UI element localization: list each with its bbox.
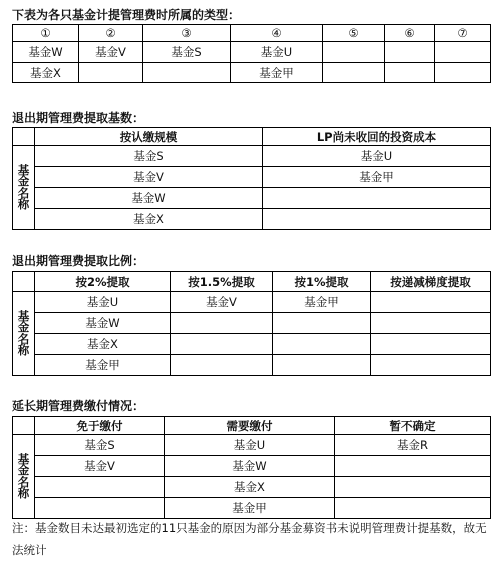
table-cell <box>171 355 273 376</box>
table-cell <box>371 334 491 355</box>
table-cell <box>143 63 231 83</box>
header-row <box>13 272 491 292</box>
exit-fee-base-table <box>12 127 491 230</box>
side-label-char: 称 <box>17 486 30 500</box>
header-cell: LP尚未收回的投资成本 <box>263 128 491 146</box>
section3-title: 退出期管理费提取比例： <box>12 254 145 268</box>
header-cell: 按1.5%提取 <box>171 272 273 292</box>
table-cell: 基金U <box>35 292 171 313</box>
table-cell: 基金U <box>165 435 335 456</box>
section1-title: 下表为各只基金计提管理费时所属的类型： <box>12 8 241 22</box>
header-cell: ④ <box>231 25 323 42</box>
table-cell <box>171 334 273 355</box>
side-label-char: 名 <box>17 185 30 200</box>
table-cell: 基金W <box>165 456 335 477</box>
table-row <box>13 209 491 230</box>
table-cell: 基金U <box>263 146 491 167</box>
table-cell: 基金S <box>143 42 231 63</box>
table-cell: 基金S <box>35 146 263 167</box>
side-label <box>13 292 35 376</box>
table-cell <box>263 209 491 230</box>
corner-cell <box>13 272 35 292</box>
table-cell: 基金X <box>165 477 335 498</box>
table-cell <box>435 63 491 83</box>
table-cell <box>371 313 491 334</box>
header-cell: 按1%提取 <box>273 272 371 292</box>
table-cell: 基金X <box>13 63 79 83</box>
side-label-char: 基 <box>17 162 30 177</box>
header-row <box>13 417 491 435</box>
header-cell: ① <box>13 25 79 42</box>
table-cell: 基金W <box>35 313 171 334</box>
header-cell: 免于缴付 <box>35 417 165 435</box>
corner-cell <box>13 128 35 146</box>
table-cell: 基金W <box>35 188 263 209</box>
table-cell: 基金甲 <box>165 498 335 519</box>
table-cell <box>273 355 371 376</box>
table-cell <box>323 63 385 83</box>
table-cell: 基金甲 <box>35 355 171 376</box>
table-cell <box>323 42 385 63</box>
header-cell: ⑤ <box>323 25 385 42</box>
table-cell: 基金U <box>231 42 323 63</box>
exit-fee-rate-table <box>12 271 491 376</box>
table-cell: 基金甲 <box>263 167 491 188</box>
table-cell <box>335 456 491 477</box>
table-cell: 基金甲 <box>231 63 323 83</box>
side-label-char: 基 <box>17 451 30 466</box>
table-cell <box>335 477 491 498</box>
table-cell <box>273 334 371 355</box>
table-cell <box>435 42 491 63</box>
table-cell <box>371 355 491 376</box>
corner-cell <box>13 417 35 435</box>
header-cell: ⑦ <box>435 25 491 42</box>
table-row <box>13 334 491 355</box>
side-label-char: 称 <box>17 197 30 211</box>
side-label-char: 金 <box>17 463 30 477</box>
side-label <box>13 146 35 230</box>
table-row <box>13 498 491 519</box>
table-cell: 基金X <box>35 209 263 230</box>
side-label-char: 基 <box>17 308 30 323</box>
table-cell: 基金X <box>35 334 171 355</box>
header-cell: 按2%提取 <box>35 272 171 292</box>
side-label-char: 金 <box>17 320 30 334</box>
header-cell: ⑥ <box>385 25 435 42</box>
header-cell: 需要缴付 <box>165 417 335 435</box>
side-label-char: 称 <box>17 343 30 357</box>
table-row <box>13 146 491 167</box>
side-label-char: 金 <box>17 174 30 188</box>
table-cell: 基金V <box>35 167 263 188</box>
table-cell: 基金V <box>35 456 165 477</box>
section2-title: 退出期管理费提取基数： <box>12 111 145 125</box>
table-cell <box>371 292 491 313</box>
table-row <box>13 355 491 376</box>
table-cell <box>385 42 435 63</box>
table-cell: 基金W <box>13 42 79 63</box>
table-cell: 基金甲 <box>273 292 371 313</box>
side-label-char: 名 <box>17 331 30 346</box>
table-cell <box>35 498 165 519</box>
side-label <box>13 435 35 519</box>
header-cell: 按递减梯度提取 <box>371 272 491 292</box>
table-cell <box>263 188 491 209</box>
table-cell <box>79 63 143 83</box>
table-cell <box>35 477 165 498</box>
header-cell: 按认缴规模 <box>35 128 263 146</box>
table-cell: 基金S <box>35 435 165 456</box>
table-cell <box>385 63 435 83</box>
section4-title: 延长期管理费缴付情况： <box>12 399 145 413</box>
table-row <box>13 42 491 63</box>
fund-type-table <box>12 24 491 83</box>
table-row <box>13 292 491 313</box>
table-cell <box>171 313 273 334</box>
table-cell: 基金V <box>171 292 273 313</box>
header-row <box>13 25 491 42</box>
header-cell: ③ <box>143 25 231 42</box>
table-row <box>13 167 491 188</box>
header-cell: ② <box>79 25 143 42</box>
side-label-char: 名 <box>17 474 30 489</box>
table-cell <box>273 313 371 334</box>
footnote: 注：基金数目未达最初选定的11只基金的原因为部分基金募资书未说明管理费计提基数，故无法统计 <box>12 521 487 557</box>
table-row <box>13 477 491 498</box>
header-cell: 暂不确定 <box>335 417 491 435</box>
table-cell: 基金V <box>79 42 143 63</box>
table-cell <box>335 498 491 519</box>
table-row <box>13 313 491 334</box>
table-row <box>13 456 491 477</box>
extension-fee-table <box>12 416 491 519</box>
table-row <box>13 435 491 456</box>
header-row <box>13 128 491 146</box>
table-cell: 基金R <box>335 435 491 456</box>
table-row <box>13 188 491 209</box>
table-row <box>13 63 491 83</box>
